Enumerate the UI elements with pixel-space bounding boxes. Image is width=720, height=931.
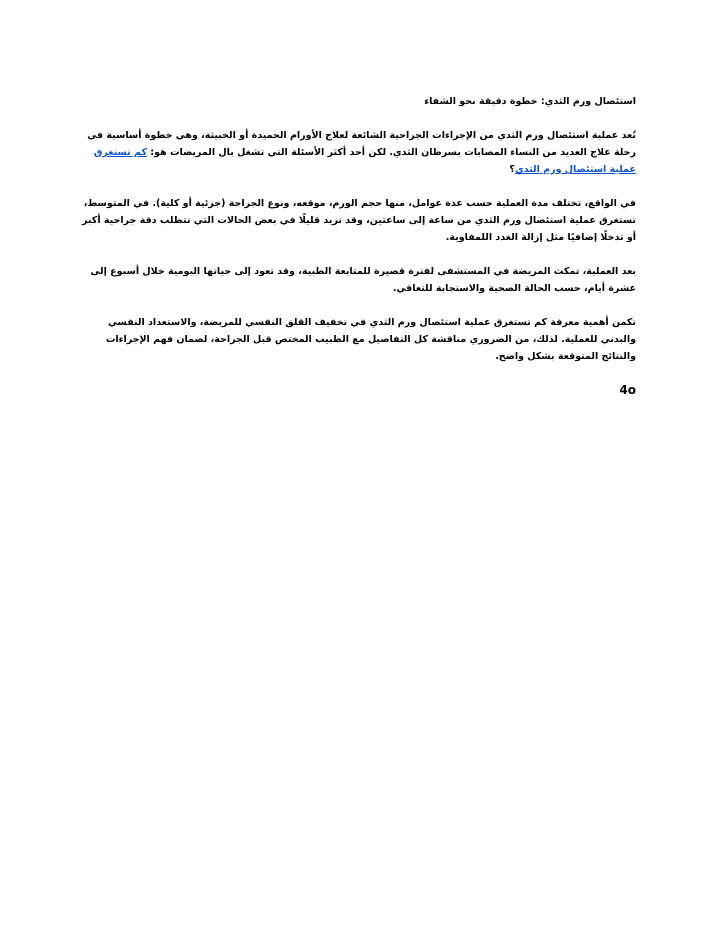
- paragraph-intro-end: ؟: [509, 164, 515, 175]
- document-body: [80, 93, 636, 399]
- paragraph-intro-text: تُعد عملية استئصال ورم الثدي من الإجراءات الجراحية الشائعة لعلاج الأورام الحميدة أو الخبيثة، وهي خطوة أساسية في رحلة علاج العديد من النساء المصابات بسرطان الثدي. لكن أحد أكثر الأسئلة التي تشغل بال المريضات هو:: [87, 130, 636, 158]
- paragraph-duration: في الواقع، تختلف مدة العملية حسب عدة عوامل، منها حجم الورم، موقعه، ونوع الجراحة (جزئية أو كلية). في المتوسط، تستغرق عملية استئصال ورم الثدي من ساعة إلى ساعتين، وقد تزيد قليلًا في بعض الحالات التي تتطلب دقة جراحية أكبر أو تدخلًا إضافيًا مثل إزالة الغدد اللمفاوية.: [82, 198, 636, 243]
- duration-link[interactable]: كم تستغرق عملية استئصال ورم الثدي: [93, 147, 636, 175]
- footer-mark: 4o: [619, 383, 636, 397]
- paragraph-recovery: بعد العملية، تمكث المريضة في المستشفى لفترة قصيرة للمتابعة الطبية، وقد تعود إلى حياتها اليومية خلال أسبوع إلى عشرة أيام، حسب الحالة الصحية والاستجابة للتعافي.: [90, 266, 636, 294]
- paragraph-importance: تكمن أهمية معرفة كم تستغرق عملية استئصال ورم الثدي في تخفيف القلق النفسي للمريضة، والاستعداد النفسي والبدني للعملية. لذلك، من الضروري مناقشة كل التفاصيل مع الطبيب المختص قبل الجراحة، لضمان فهم الإجراءات والنتائج المتوقعة بشكل واضح.: [105, 317, 636, 362]
- paragraph-intro: [80, 127, 636, 178]
- page-title: استئصال ورم الثدي: خطوة دقيقة نحو الشفاء: [424, 96, 636, 107]
